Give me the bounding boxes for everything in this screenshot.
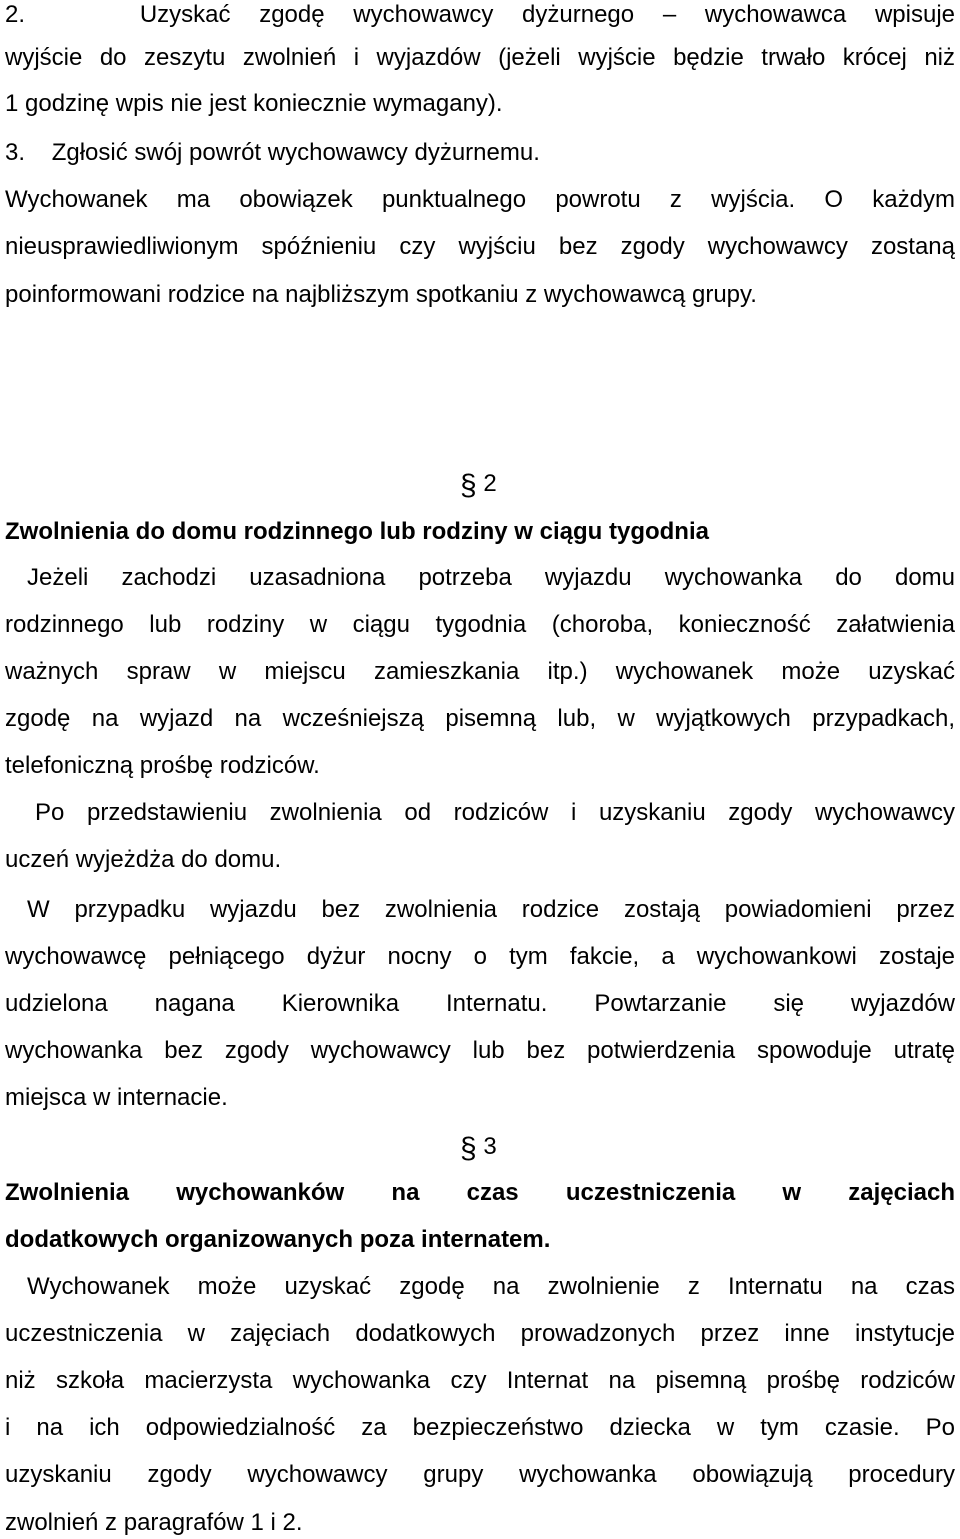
section-sign: § bbox=[460, 1132, 477, 1165]
section-3-number: 3 bbox=[483, 1133, 497, 1160]
section-3-paragraph-line-4: i na ich odpowiedzialność za bezpieczeństwo dziecka w tym czasie. Po bbox=[5, 1414, 955, 1441]
section-2-heading: Zwolnienia do domu rodzinnego lub rodziny w ciągu tygodnia bbox=[5, 518, 709, 545]
list-item-2-line-3: 1 godzinę wpis nie jest koniecznie wymagany). bbox=[5, 90, 503, 117]
section-2-paragraph-1-line-4: zgodę na wyjazd na wcześniejszą pisemną lub, w wyjątkowych przypadkach, bbox=[5, 705, 955, 732]
section-2-paragraph-3-line-4: wychowanka bez zgody wychowawcy lub bez potwierdzenia spowoduje utratę bbox=[5, 1037, 955, 1064]
section-2-paragraph-2-line-2: uczeń wyjeżdża do domu. bbox=[5, 846, 282, 873]
section-3-paragraph-line-1: Wychowanek może uzyskać zgodę na zwolnienie z Internatu na czas bbox=[27, 1273, 955, 1300]
section-3-paragraph-line-6: zwolnień z paragrafów 1 i 2. bbox=[5, 1509, 303, 1536]
section-2-paragraph-3-line-2: wychowawcę pełniącego dyżur nocny o tym fakcie, a wychowankowi zostaje bbox=[5, 943, 955, 970]
section-3-paragraph-line-5: uzyskaniu zgody wychowawcy grupy wychowanka obowiązują procedury bbox=[5, 1461, 955, 1488]
section-2-paragraph-1-line-1: Jeżeli zachodzi uzasadniona potrzeba wyjazdu wychowanka do domu bbox=[27, 564, 955, 591]
section-3-paragraph-line-2: uczestniczenia w zajęciach dodatkowych prowadzonych przez inne instytucje bbox=[5, 1320, 955, 1347]
section-2-paragraph-1-line-3: ważnych spraw w miejscu zamieszkania itp.) wychowanek może uzyskać bbox=[5, 658, 955, 685]
list-item-2-line-2: wyjście do zeszytu zwolnień i wyjazdów (jeżeli wyjście będzie trwało krócej niż bbox=[5, 44, 955, 71]
list-item-2-line-1: 2. Uzyskać zgodę wychowawcy dyżurnego – wychowawca wpisuje bbox=[5, 1, 955, 28]
section-2-paragraph-2-line-1: Po przedstawieniu zwolnienia od rodziców i uzyskaniu zgody wychowawcy bbox=[35, 799, 955, 826]
list-item-3-line-1: 3. Zgłosić swój powrót wychowawcy dyżurnemu. bbox=[5, 139, 540, 166]
section-2-paragraph-1-line-5: telefoniczną prośbę rodziców. bbox=[5, 752, 320, 779]
section-2-mark bbox=[460, 467, 520, 501]
section-3-heading-line-2: dodatkowych organizowanych poza internatem. bbox=[5, 1226, 551, 1253]
section-sign: § bbox=[460, 469, 477, 502]
section-3-paragraph-line-3: niż szkoła macierzysta wychowanka czy Internat na pisemną prośbę rodziców bbox=[5, 1367, 955, 1394]
obligation-paragraph-line-2: nieusprawiedliwionym spóźnieniu czy wyjściu bez zgody wychowawcy zostaną bbox=[5, 233, 955, 260]
section-3-mark bbox=[460, 1130, 520, 1164]
section-2-paragraph-3-line-3: udzielona nagana Kierownika Internatu. Powtarzanie się wyjazdów bbox=[5, 990, 955, 1017]
obligation-paragraph-line-3: poinformowani rodzice na najbliższym spotkaniu z wychowawcą grupy. bbox=[5, 281, 757, 308]
section-2-number: 2 bbox=[483, 470, 497, 497]
section-2-paragraph-3-line-1: W przypadku wyjazdu bez zwolnienia rodzice zostają powiadomieni przez bbox=[27, 896, 955, 923]
obligation-paragraph-line-1: Wychowanek ma obowiązek punktualnego powrotu z wyjścia. O każdym bbox=[5, 186, 955, 213]
section-3-heading-line-1: Zwolnienia wychowanków na czas uczestniczenia w zajęciach bbox=[5, 1179, 955, 1206]
section-2-paragraph-1-line-2: rodzinnego lub rodziny w ciągu tygodnia (choroba, konieczność załatwienia bbox=[5, 611, 955, 638]
section-2-paragraph-3-line-5: miejsca w internacie. bbox=[5, 1084, 228, 1111]
